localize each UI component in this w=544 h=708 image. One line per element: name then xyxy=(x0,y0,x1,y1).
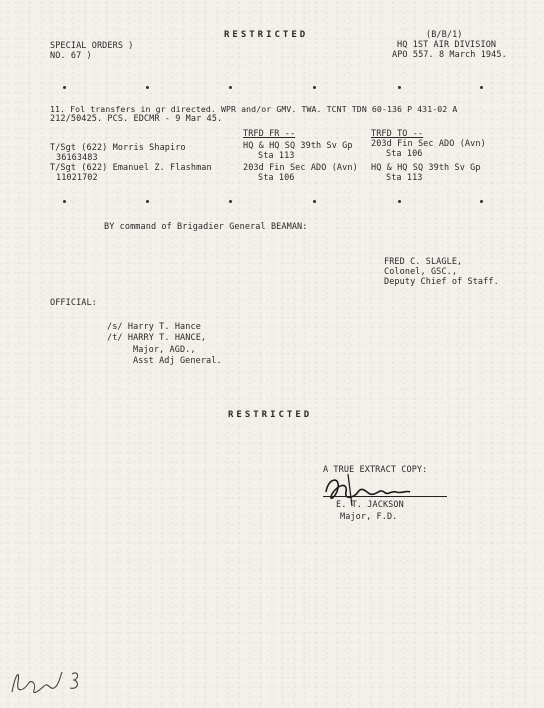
special-orders-label: SPECIAL ORDERS ) xyxy=(50,41,134,51)
special-orders-number: NO. 67 ) xyxy=(50,51,92,61)
handwritten-note xyxy=(6,662,86,702)
signer-rank: Colonel, GSC., xyxy=(384,267,458,277)
transfer-row-1-to-station: Sta 106 xyxy=(386,149,423,159)
transfer-row-1-from: HQ & HQ SQ 39th Sv Gp xyxy=(243,141,353,151)
transferred-from-heading: TRFD FR -- xyxy=(243,129,296,139)
transfer-row-2-from: 203d Fin Sec ADO (Avn) xyxy=(243,163,358,173)
transfer-row-2-to: HQ & HQ SQ 39th Sv Gp xyxy=(371,163,481,173)
separator-dot xyxy=(313,200,316,203)
official-signed-line: /s/ Harry T. Hance xyxy=(107,322,201,332)
transfer-row-2-from-station: Sta 106 xyxy=(258,173,295,183)
separator-dot xyxy=(398,200,401,203)
certifier-rank: Major, F.D. xyxy=(340,512,398,522)
headquarters-name: HQ 1ST AIR DIVISION xyxy=(397,40,497,50)
separator-dot xyxy=(63,200,66,203)
separator-dot xyxy=(63,86,66,89)
separator-dot xyxy=(480,200,483,203)
apo-date: APO 557. 8 March 1945. xyxy=(392,50,507,60)
classification-top: RESTRICTED xyxy=(224,30,309,40)
official-typed-line: /t/ HARRY T. HANCE, xyxy=(107,333,207,343)
separator-dot xyxy=(229,86,232,89)
official-title: Asst Adj General. xyxy=(133,356,222,366)
transfer-row-2-serial: 11021702 xyxy=(56,173,98,183)
signer-name: FRED C. SLAGLE, xyxy=(384,257,463,267)
command-line: BY command of Brigadier General BEAMAN: xyxy=(104,222,308,232)
signature-line xyxy=(323,496,447,497)
transfer-row-1-serial: 36163483 xyxy=(56,153,98,163)
paragraph-line-1: 11. Fol transfers in gr directed. WPR and/or GMV. TWA. TCNT TDN 60-136 P 431-02 A xyxy=(50,104,458,114)
separator-dot xyxy=(229,200,232,203)
distribution-code: (B/B/1) xyxy=(426,30,463,40)
separator-dot xyxy=(146,200,149,203)
certifier-name: E. T. JACKSON xyxy=(336,500,404,510)
separator-dot xyxy=(480,86,483,89)
separator-dot xyxy=(398,86,401,89)
official-rank: Major, AGD., xyxy=(133,345,196,355)
official-label: OFFICIAL: xyxy=(50,298,97,308)
classification-bottom: RESTRICTED xyxy=(228,410,313,420)
transferred-to-heading: TRFD TO -- xyxy=(371,129,424,139)
transfer-row-1-to: 203d Fin Sec ADO (Avn) xyxy=(371,139,486,149)
signer-title: Deputy Chief of Staff. xyxy=(384,277,499,287)
separator-dot xyxy=(313,86,316,89)
transfer-row-2-to-station: Sta 113 xyxy=(386,173,423,183)
certification-label: A TRUE EXTRACT COPY: xyxy=(323,465,428,475)
transfer-row-2-name: T/Sgt (622) Emanuel Z. Flashman xyxy=(50,163,212,173)
transfer-row-1-from-station: Sta 113 xyxy=(258,151,295,161)
transfer-row-1-name: T/Sgt (622) Morris Shapiro xyxy=(50,143,186,153)
separator-dot xyxy=(146,86,149,89)
paragraph-line-2: 212/50425. PCS. EDCMR - 9 Mar 45. xyxy=(50,114,223,124)
